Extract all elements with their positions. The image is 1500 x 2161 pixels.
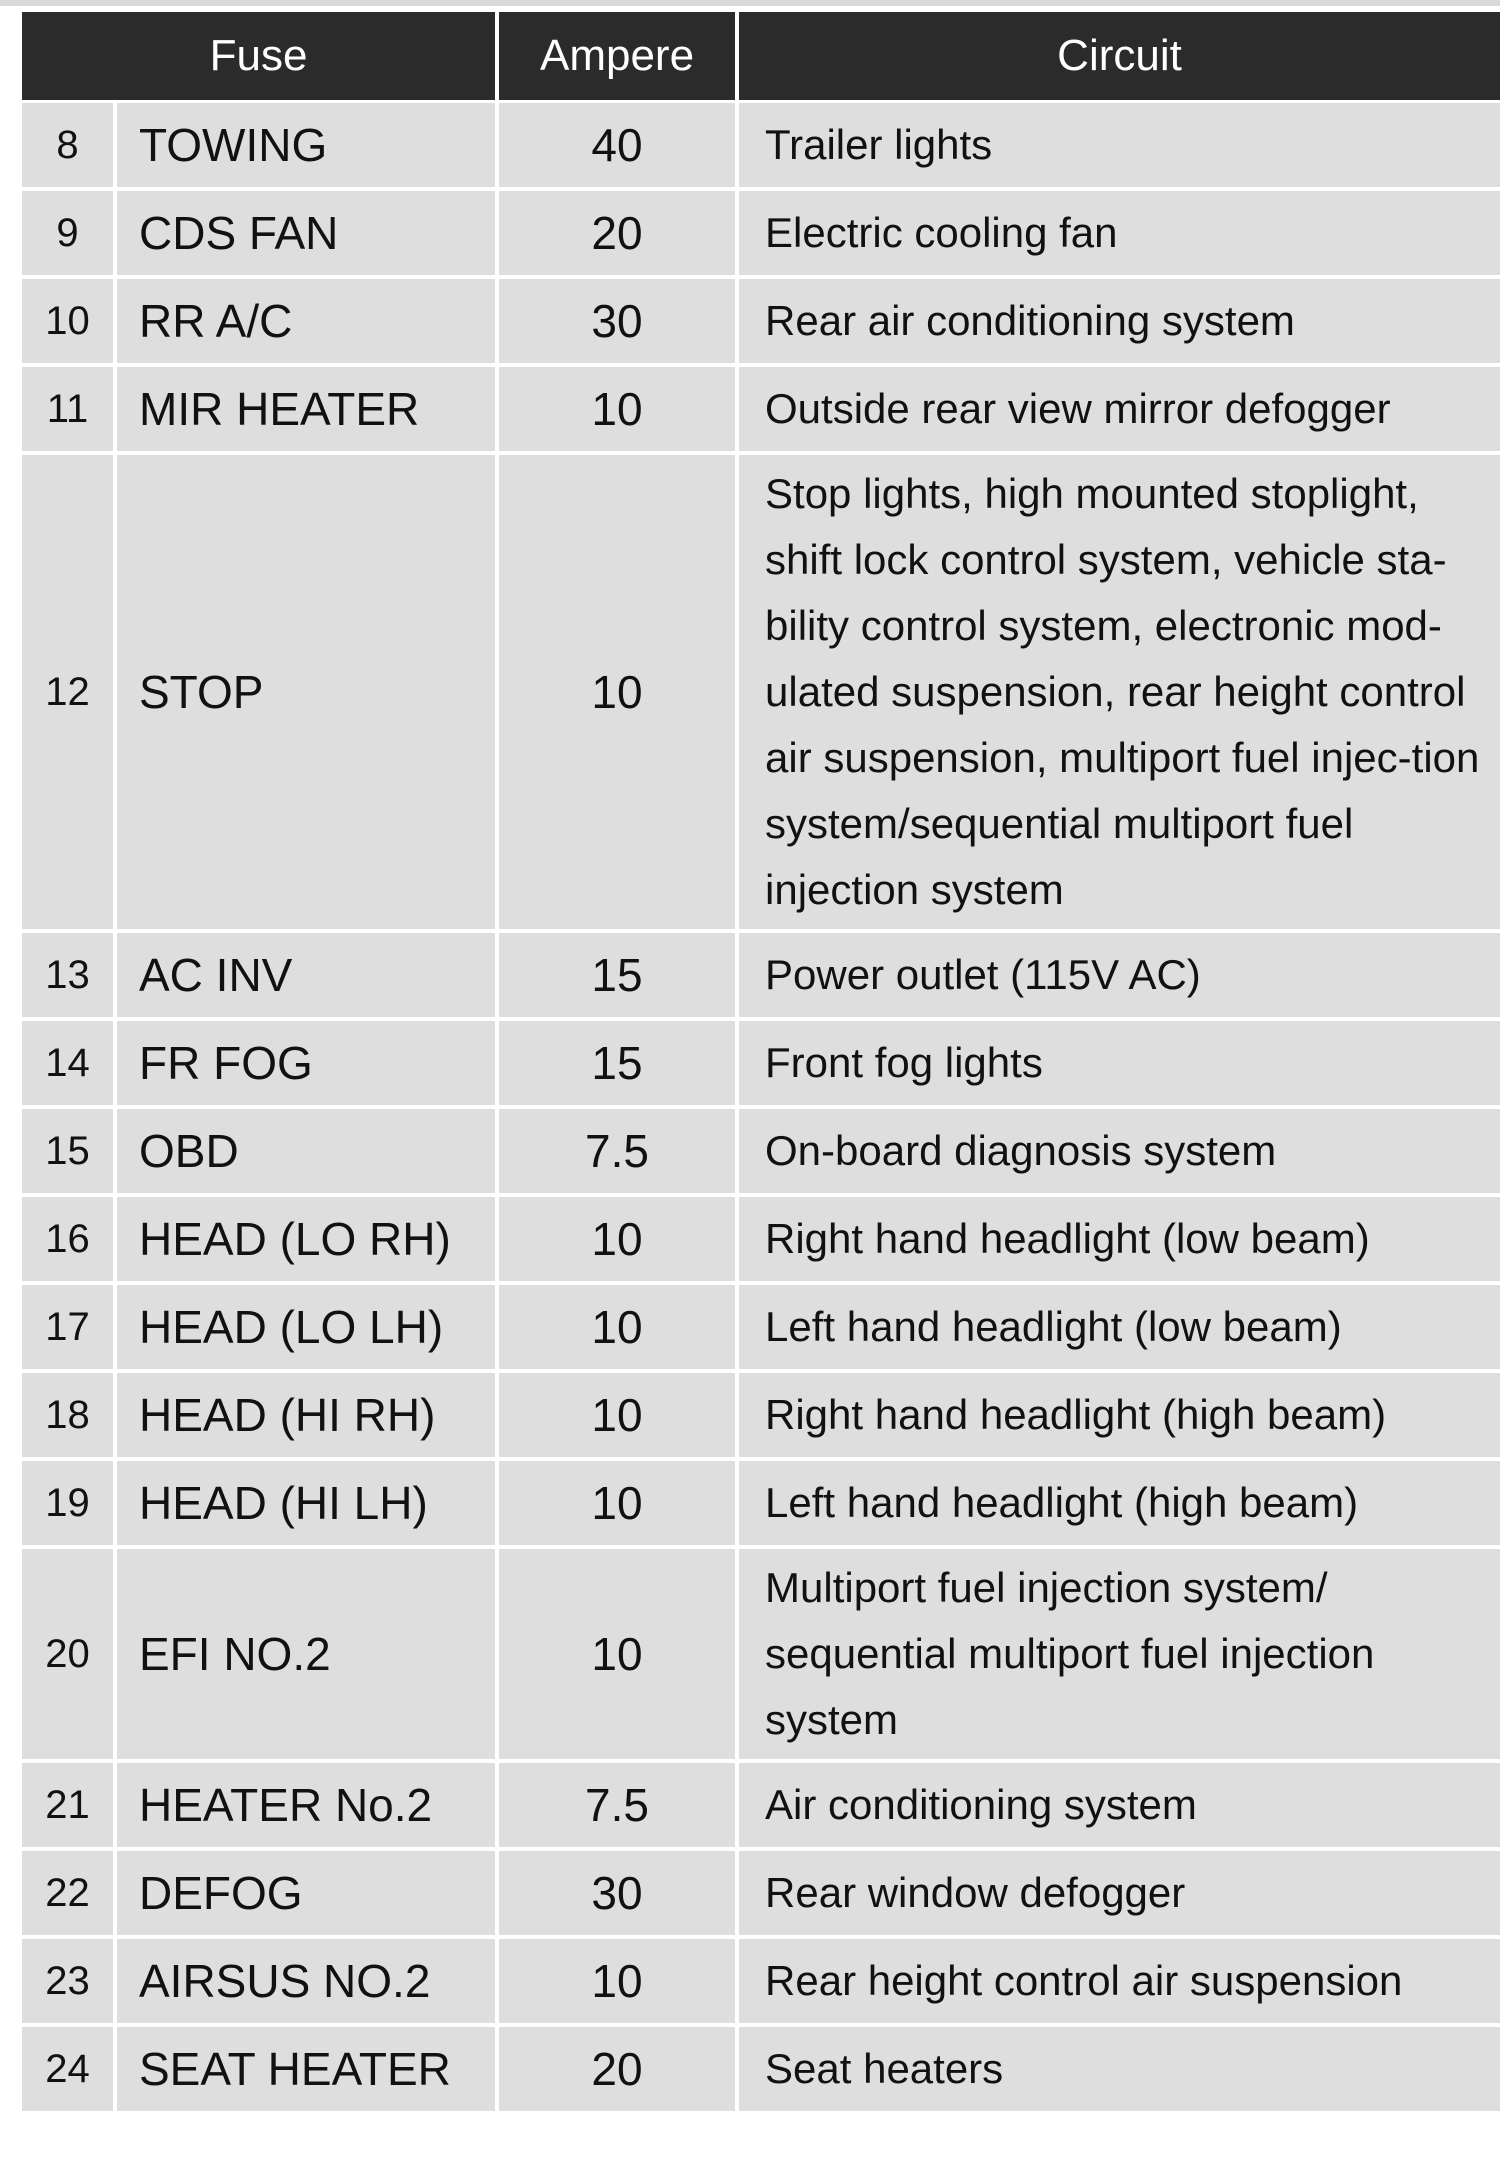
fuse-number: 15 xyxy=(22,1109,117,1197)
top-divider xyxy=(0,0,1500,6)
fuse-ampere: 10 xyxy=(499,1461,739,1549)
fuse-circuit: On-board diagnosis system xyxy=(739,1109,1500,1197)
fuse-ampere: 10 xyxy=(499,1549,739,1763)
table-row xyxy=(22,1373,1500,1461)
fuse-number: 9 xyxy=(22,191,117,279)
fuse-circuit: Outside rear view mirror defogger xyxy=(739,367,1500,455)
table-row xyxy=(22,1851,1500,1939)
fuse-number: 19 xyxy=(22,1461,117,1549)
fuse-circuit: Rear air conditioning system xyxy=(739,279,1500,367)
fuse-name: STOP xyxy=(117,455,499,933)
fuse-number: 20 xyxy=(22,1549,117,1763)
fuse-ampere: 15 xyxy=(499,1021,739,1109)
fuse-ampere: 7.5 xyxy=(499,1763,739,1851)
fuse-name: HEATER No.2 xyxy=(117,1763,499,1851)
fuse-name: RR A/C xyxy=(117,279,499,367)
fuse-name: DEFOG xyxy=(117,1851,499,1939)
fuse-name: FR FOG xyxy=(117,1021,499,1109)
fuse-ampere: 10 xyxy=(499,1285,739,1373)
table-row xyxy=(22,2027,1500,2115)
circuit-column-header: Circuit xyxy=(739,12,1500,103)
fuse-number: 10 xyxy=(22,279,117,367)
fuse-circuit: Left hand headlight (low beam) xyxy=(739,1285,1500,1373)
fuse-ampere: 10 xyxy=(499,1373,739,1461)
fuse-number: 21 xyxy=(22,1763,117,1851)
fuse-circuit: Rear height control air suspension xyxy=(739,1939,1500,2027)
table-row xyxy=(22,933,1500,1021)
fuse-name: SEAT HEATER xyxy=(117,2027,499,2115)
fuse-ampere: 20 xyxy=(499,191,739,279)
fuse-number: 14 xyxy=(22,1021,117,1109)
fuse-number: 24 xyxy=(22,2027,117,2115)
fuse-ampere: 40 xyxy=(499,103,739,191)
fuse-name: TOWING xyxy=(117,103,499,191)
fuse-number: 22 xyxy=(22,1851,117,1939)
table-row xyxy=(22,1461,1500,1549)
fuse-circuit: Stop lights, high mounted stoplight, shift lock control system, vehicle sta-bility control system, electronic mod-ulated suspension, rear height control air suspension, multiport fuel injec-tion system/sequential multiport fuel injection system xyxy=(739,455,1500,933)
fuse-name: HEAD (HI LH) xyxy=(117,1461,499,1549)
fuse-name: HEAD (HI RH) xyxy=(117,1373,499,1461)
fuse-number: 11 xyxy=(22,367,117,455)
fuse-ampere: 7.5 xyxy=(499,1109,739,1197)
fuse-circuit: Left hand headlight (high beam) xyxy=(739,1461,1500,1549)
fuse-ampere: 30 xyxy=(499,1851,739,1939)
table-row xyxy=(22,279,1500,367)
fuse-name: OBD xyxy=(117,1109,499,1197)
fuse-name: EFI NO.2 xyxy=(117,1549,499,1763)
fuse-number: 16 xyxy=(22,1197,117,1285)
fuse-name: HEAD (LO LH) xyxy=(117,1285,499,1373)
fuse-ampere: 10 xyxy=(499,1197,739,1285)
fuse-name: AC INV xyxy=(117,933,499,1021)
fuse-circuit: Right hand headlight (low beam) xyxy=(739,1197,1500,1285)
table-row xyxy=(22,455,1500,933)
fuse-circuit: Front fog lights xyxy=(739,1021,1500,1109)
table-row xyxy=(22,1763,1500,1851)
table-row xyxy=(22,1021,1500,1109)
fuse-number: 8 xyxy=(22,103,117,191)
fuse-circuit: Power outlet (115V AC) xyxy=(739,933,1500,1021)
table-row xyxy=(22,1549,1500,1763)
fuse-name: CDS FAN xyxy=(117,191,499,279)
fuse-circuit: Multiport fuel injection system/ sequential multiport fuel injection system xyxy=(739,1549,1500,1763)
table-row xyxy=(22,1939,1500,2027)
fuse-number: 17 xyxy=(22,1285,117,1373)
ampere-column-header: Ampere xyxy=(499,12,739,103)
fuse-name: HEAD (LO RH) xyxy=(117,1197,499,1285)
fuse-number: 18 xyxy=(22,1373,117,1461)
fuse-ampere: 30 xyxy=(499,279,739,367)
fuse-circuit: Electric cooling fan xyxy=(739,191,1500,279)
fuse-table-body xyxy=(22,103,1500,2115)
fuse-number: 12 xyxy=(22,455,117,933)
fuse-column-header: Fuse xyxy=(22,12,499,103)
fuse-ampere: 10 xyxy=(499,1939,739,2027)
fuse-table-header xyxy=(22,12,1500,103)
fuse-ampere: 20 xyxy=(499,2027,739,2115)
header-row xyxy=(22,12,1500,103)
fuse-table xyxy=(22,12,1500,2115)
table-row xyxy=(22,103,1500,191)
fuse-name: MIR HEATER xyxy=(117,367,499,455)
fuse-ampere: 10 xyxy=(499,455,739,933)
fuse-ampere: 15 xyxy=(499,933,739,1021)
fuse-ampere: 10 xyxy=(499,367,739,455)
fuse-circuit: Right hand headlight (high beam) xyxy=(739,1373,1500,1461)
fuse-circuit: Air conditioning system xyxy=(739,1763,1500,1851)
fuse-circuit: Rear window defogger xyxy=(739,1851,1500,1939)
table-row xyxy=(22,1109,1500,1197)
fuse-name: AIRSUS NO.2 xyxy=(117,1939,499,2027)
fuse-number: 13 xyxy=(22,933,117,1021)
fuse-number: 23 xyxy=(22,1939,117,2027)
table-row xyxy=(22,191,1500,279)
fuse-circuit: Trailer lights xyxy=(739,103,1500,191)
fuse-circuit: Seat heaters xyxy=(739,2027,1500,2115)
table-row xyxy=(22,367,1500,455)
table-row xyxy=(22,1285,1500,1373)
table-row xyxy=(22,1197,1500,1285)
